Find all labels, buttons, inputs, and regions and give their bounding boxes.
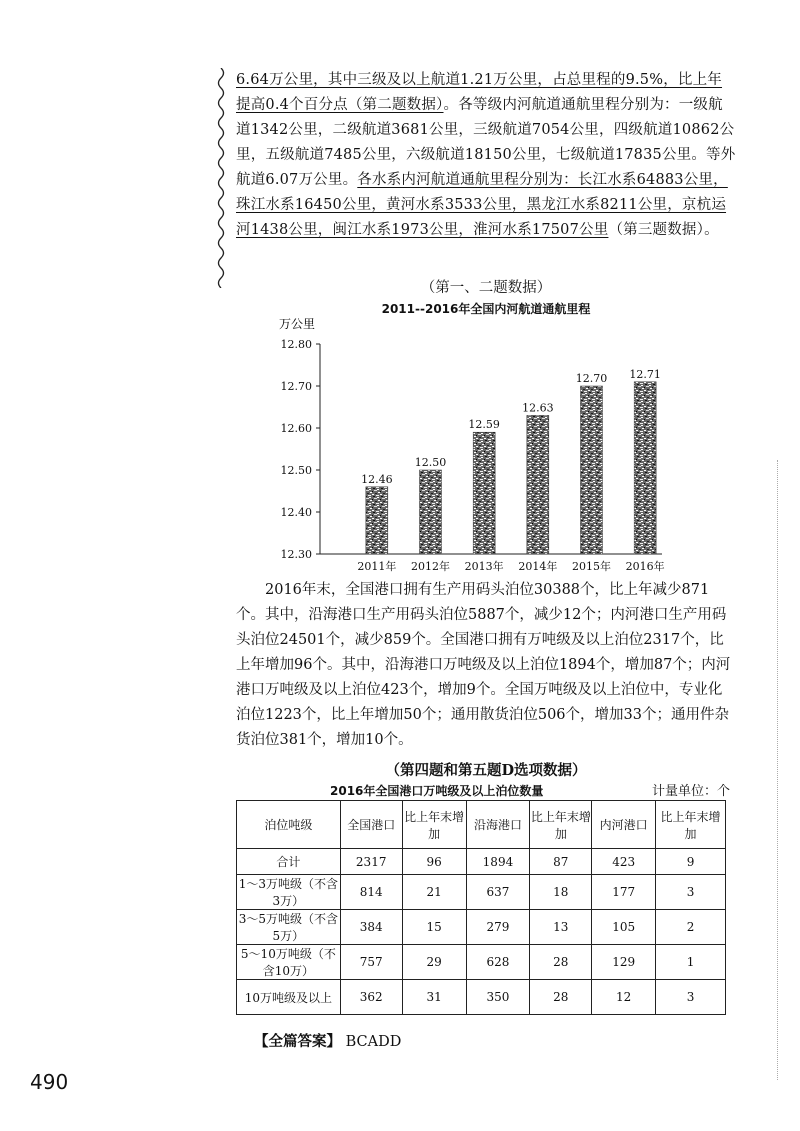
y-tick-label: 12.80 [280,338,312,351]
answer-label: 【全篇答案】 [254,1034,341,1050]
table-cell: 12 [592,980,656,1015]
chart-title: 2011--2016年全国内河航道通航里程 [381,302,591,316]
table-row [237,875,726,910]
bar [473,432,495,554]
table-cell: 28 [530,980,592,1015]
bar-value-label: 12.46 [361,472,393,486]
table-cell: 3 [656,980,726,1015]
header-cell: 比上年末增加 [530,801,592,849]
table-row [237,910,726,945]
table-cell: 628 [466,945,530,980]
table-header-row [237,801,726,849]
y-tick-label: 12.30 [280,548,312,561]
answer-value: BCADD [345,1034,402,1050]
table-cell: 13 [530,910,592,945]
table-cell: 合计 [237,849,341,875]
table-row [237,849,726,875]
header-cell: 比上年末增加 [402,801,466,849]
berth-table [236,800,726,1015]
table-cell: 15 [402,910,466,945]
header-cell: 内河港口 [592,801,656,849]
table-row [237,945,726,980]
table-cell: 2317 [340,849,402,875]
page-number: 490 [30,1070,69,1094]
header-cell: 沿海港口 [466,801,530,849]
table-cell: 177 [592,875,656,910]
y-tick-label: 12.40 [280,506,312,519]
bar-chart [236,318,736,576]
table-cell: 3 [656,875,726,910]
table-cell: 29 [402,945,466,980]
table-cell: 350 [466,980,530,1015]
table-cell: 18 [530,875,592,910]
table-cell: 10万吨级及以上 [237,980,341,1015]
y-tick-label: 12.50 [280,464,312,477]
paragraph-port-berths: 2016年末，全国港口拥有生产用码头泊位30388个，比上年减少871个。其中，沿海港口生产用码头泊位5887个，减少12个；内河港口生产用码头泊位24501个，减少859个。全国港口拥有万吨级及以上泊位2317个，比上年增加96个。其中，沿海港口万吨级及以上泊位1894个，增加87个；内河港口万吨级及以上泊位423个，增加9个。全国万吨级及以上泊位中，专业化泊位1223个，比上年增加50个；通用散货泊位506个，增加33个；通用件杂货泊位381个，增加10个。 [236,582,731,748]
table-row [237,980,726,1015]
paragraph-waterway-mileage [236,68,736,243]
bar [420,470,442,554]
bar [581,386,603,554]
bar [527,415,549,554]
table-cell: 1894 [466,849,530,875]
table-cell: 96 [402,849,466,875]
table-cell: 814 [340,875,402,910]
table-cell: 362 [340,980,402,1015]
x-tick-labels [357,559,664,573]
table-cell: 5～10万吨级（不含10万） [237,945,341,980]
header-cell: 比上年末增加 [656,801,726,849]
table-cell: 21 [402,875,466,910]
bar-value-label: 12.70 [575,372,608,385]
header-cell: 泊位吨级 [237,801,341,849]
table-cell: 3～5万吨级（不含5万） [237,910,341,945]
table-cell: 87 [530,849,592,875]
x-tick-label: 2016年 [625,560,665,573]
table-caption: （第四题和第五题D选项数据） [385,762,587,779]
answer-line [254,1030,401,1051]
chart-caption: （第一、二题数据） [420,280,552,296]
table-cell: 1 [656,945,726,980]
table-title: 2016年全国港口万吨级及以上泊位数量 [330,784,544,798]
table-cell: 384 [340,910,402,945]
table-cell: 129 [592,945,656,980]
y-tick-label: 12.70 [280,380,312,393]
table-cell: 105 [592,910,656,945]
bar-value-label: 12.71 [629,367,661,381]
y-tick-label: 12.60 [280,422,312,435]
header-cell: 全国港口 [340,801,402,849]
bar-value-label: 12.59 [468,418,500,432]
table-cell: 637 [466,875,530,910]
tail-text: （第三题数据）。 [608,222,719,238]
x-tick-label: 2014年 [518,560,558,573]
bars [361,368,661,554]
bar-value-label: 12.50 [414,456,447,469]
bar [634,382,656,554]
bar-value-label: 12.63 [522,401,554,415]
x-tick-label: 2013年 [464,560,504,573]
table-cell: 423 [592,849,656,875]
y-axis-label: 万公里 [279,318,316,331]
underlined-text-b: 各水系内河航道通航里程分别为：长江水系64883公里，珠江水系16450公里，黄河水系3533公里，黑龙江水系8211公里，京杭运河1438公里，闽江水系1973公里，淮河水系17507公里 [236,172,728,238]
table-cell: 2 [656,910,726,945]
margin-wavy-line [213,68,229,288]
table-cell: 28 [530,945,592,980]
underlined-text-a: 6.64万公里，其中三级及以上航道1.21万公里，占总里程的9.5%，比上年提高0.4个百分点（第二题数据） [236,72,723,113]
table-cell: 1～3万吨级（不含3万） [237,875,341,910]
x-tick-label: 2012年 [411,560,450,573]
bar [366,487,388,554]
page-edge-dotted-line [777,460,779,1080]
plain-text: 。各等级内河航道通航里程分别为：一级航道1342公里，二级航道3681公里，三级航道7054公里，四级航道10862公里，五级航道7485公里，六级航道18150公里，七级航道17835公里。等外航道6.07万公里。 [236,97,736,188]
table-cell: 279 [466,910,530,945]
x-tick-label: 2015年 [572,560,611,573]
table-cell: 31 [402,980,466,1015]
table-unit: 计量单位：个 [652,784,731,799]
table-cell: 757 [340,945,402,980]
table-cell: 9 [656,849,726,875]
y-ticks [281,338,321,561]
x-tick-label: 2011年 [357,560,397,573]
